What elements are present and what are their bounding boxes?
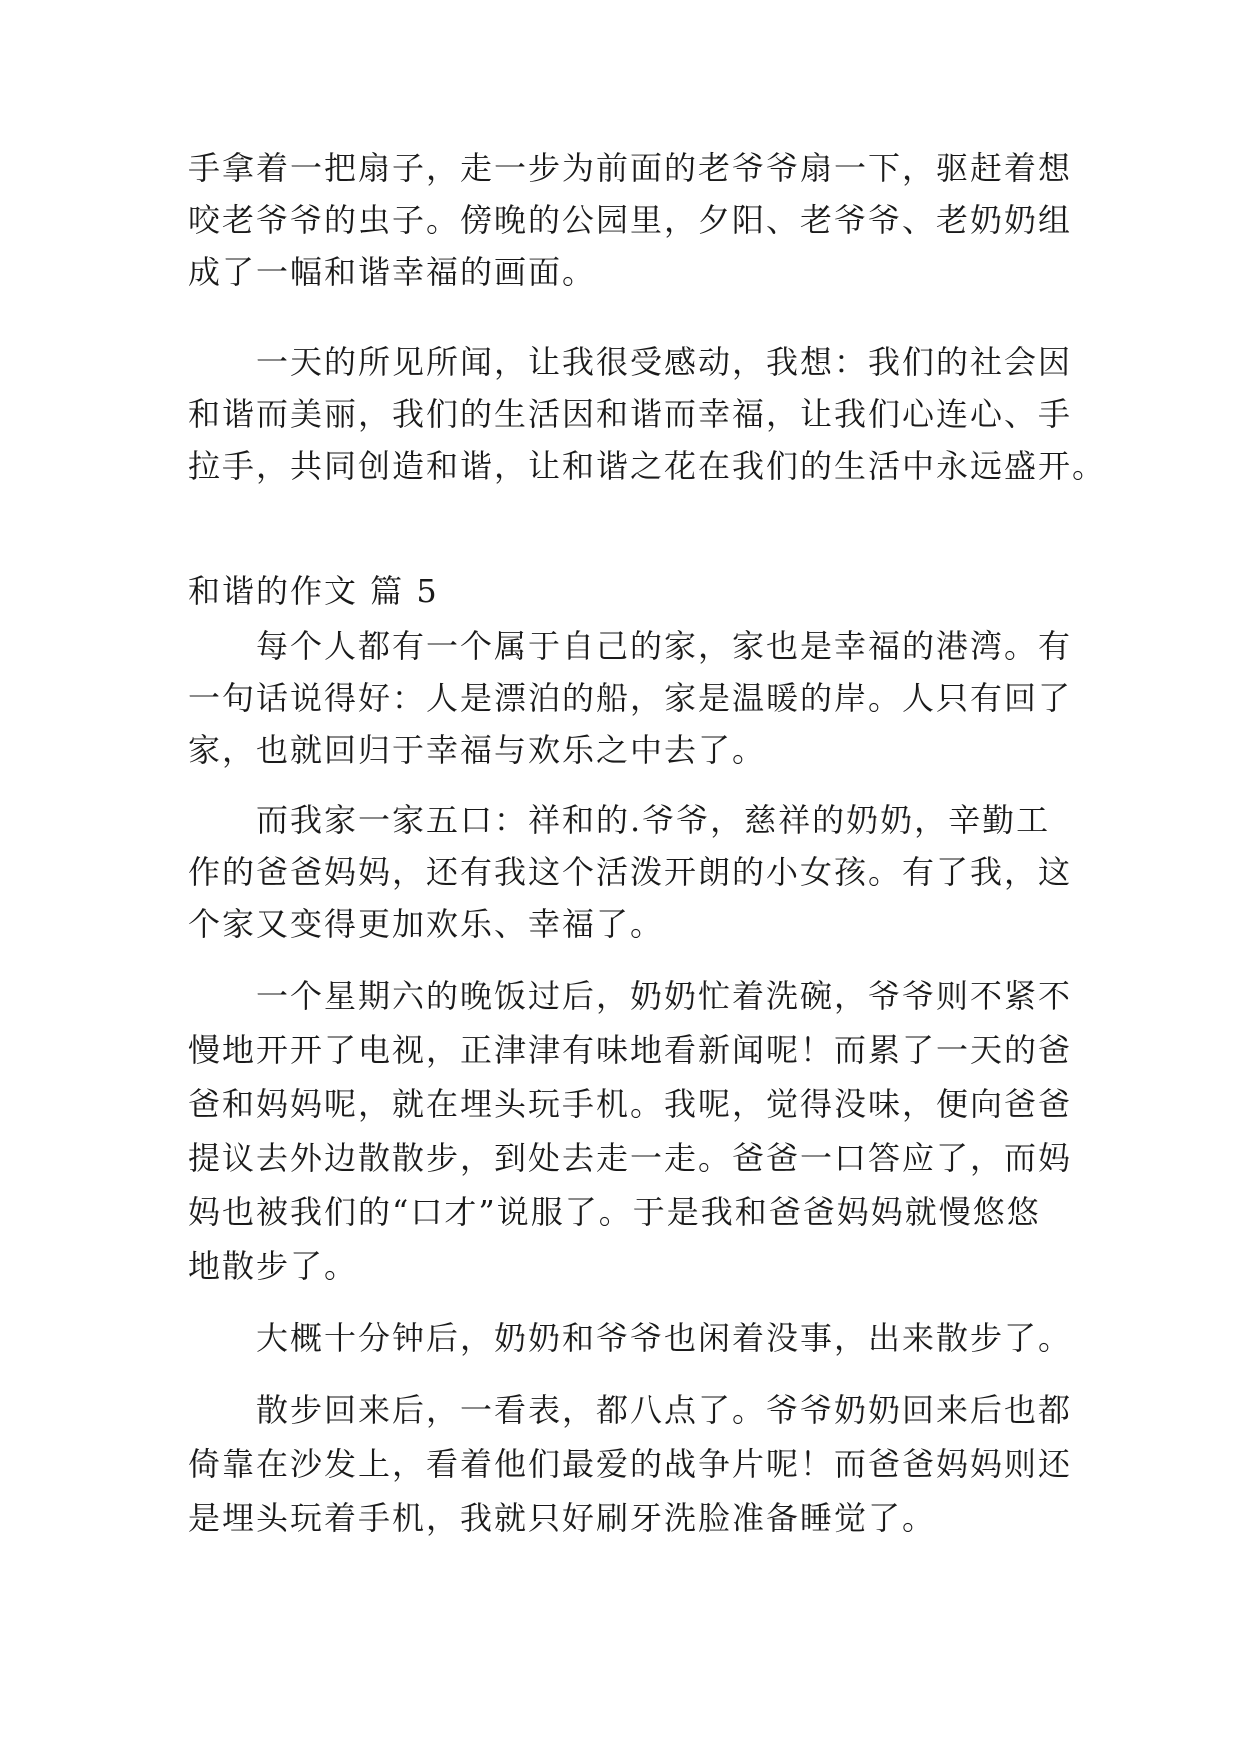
- paragraph-line: 个家又变得更加欢乐、幸福了。: [188, 905, 665, 943]
- paragraph-line: 一句话说得好：人是漂泊的船，家是温暖的岸。人只有回了: [188, 679, 1073, 717]
- paragraph-line: 地散步了。: [188, 1247, 359, 1285]
- paragraph-line: 大概十分钟后，奶奶和爷爷也闲着没事，出来散步了。: [256, 1319, 1073, 1357]
- paragraph-line: 散步回来后，一看表，都八点了。爷爷奶奶回来后也都: [256, 1391, 1073, 1429]
- paragraph-line: 和谐而美丽，我们的生活因和谐而幸福，让我们心连心、手: [188, 395, 1073, 433]
- paragraph-line: 慢地开开了电视，正津津有味地看新闻呢！而累了一天的爸: [188, 1031, 1073, 1069]
- paragraph-line: 一个星期六的晚饭过后，奶奶忙着洗碗，爷爷则不紧不: [256, 977, 1073, 1015]
- paragraph-line: 倚靠在沙发上，看着他们最爱的战争片呢！而爸爸妈妈则还: [188, 1445, 1073, 1483]
- paragraph-line: 手拿着一把扇子，走一步为前面的老爷爷扇一下，驱赶着想: [188, 149, 1073, 187]
- paragraph-line: 妈也被我们的“口才”说服了。于是我和爸爸妈妈就慢悠悠: [188, 1193, 1041, 1231]
- section-heading: 和谐的作文 篇 5: [188, 572, 439, 610]
- paragraph-line: 咬老爷爷的虫子。傍晚的公园里，夕阳、老爷爷、老奶奶组: [188, 201, 1073, 239]
- paragraph-line: 拉手，共同创造和谐，让和谐之花在我们的生活中永远盛开。: [188, 447, 1107, 485]
- paragraph-line: 成了一幅和谐幸福的画面。: [188, 253, 597, 291]
- paragraph-line: 作的爸爸妈妈，还有我这个活泼开朗的小女孩。有了我，这: [188, 853, 1073, 891]
- paragraph-line: 是埋头玩着手机，我就只好刷牙洗脸准备睡觉了。: [188, 1499, 937, 1537]
- paragraph-line: 家，也就回归于幸福与欢乐之中去了。: [188, 731, 767, 769]
- paragraph-line: 而我家一家五口：祥和的.爷爷，慈祥的奶奶，辛勤工: [256, 801, 1051, 839]
- paragraph-line: 爸和妈妈呢，就在埋头玩手机。我呢，觉得没味，便向爸爸: [188, 1085, 1073, 1123]
- paragraph-line: 提议去外边散散步，到处去走一走。爸爸一口答应了，而妈: [188, 1139, 1073, 1177]
- paragraph-line: 每个人都有一个属于自己的家，家也是幸福的港湾。有: [256, 627, 1073, 665]
- paragraph-line: 一天的所见所闻，让我很受感动，我想：我们的社会因: [256, 343, 1073, 381]
